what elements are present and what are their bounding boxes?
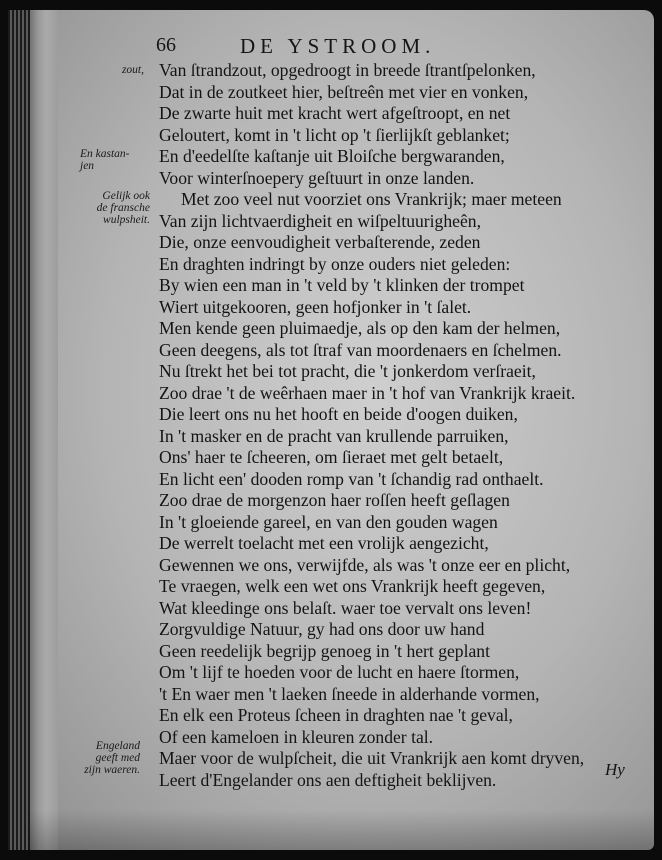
margin-note-kastanjen bbox=[80, 148, 140, 172]
margin-note-zout bbox=[92, 64, 144, 76]
margin-note-wulpsheit bbox=[80, 190, 150, 226]
text-line: Nu ſtrekt het bei tot pracht, die 't jonkerdom verſraeit, bbox=[159, 361, 536, 381]
margin-note-line: geeft med bbox=[95, 752, 140, 764]
page-number: 66 bbox=[156, 34, 176, 56]
text-line: Om 't lijf te hoeden voor de lucht en haere ſtormen, bbox=[159, 662, 520, 682]
running-title: DE YSTROOM. bbox=[240, 34, 436, 58]
margin-note-line: zout, bbox=[121, 64, 144, 76]
text-line: Wiert uitgekooren, geen hofjonker in 't ſalet. bbox=[159, 296, 472, 317]
poem-text-block bbox=[159, 60, 659, 791]
text-line: Met zoo veel nut voorziet ons Vrankrijk; maer meteen bbox=[181, 189, 562, 209]
text-line: En licht een' dooden romp van 't ſchandig rad onthaelt. bbox=[159, 468, 544, 489]
margin-note-line: wulpsheit. bbox=[103, 214, 150, 226]
text-line: Men kende geen pluimaedje, als op den kam der helmen, bbox=[159, 318, 561, 338]
text-line: En d'eedelſte kaſtanje uit Bloiſche bergwaranden, bbox=[159, 146, 505, 166]
text-line: Van ſtrandzout, opgedroogt in breede ſtrantſpelonken, bbox=[159, 60, 536, 80]
text-line: Zoo drae 't de weêrhaen maer in 't hof van Vrankrijk kraeit. bbox=[159, 382, 576, 403]
text-line: Geen reedelijk begrijp genoeg in 't hert geplant bbox=[159, 640, 490, 661]
margin-note-line: Gelijk ook bbox=[102, 190, 150, 202]
text-line: Geloutert, komt in 't licht op 't ſierlijkſt geblanket; bbox=[159, 124, 510, 145]
page-shadow bbox=[28, 810, 654, 850]
text-line: Die leert ons nu het hooft en beide d'oogen duiken, bbox=[159, 404, 518, 424]
binding-edge bbox=[8, 10, 30, 850]
text-line: Die, onze eenvoudigheit verbaſterende, zeden bbox=[159, 232, 481, 252]
margin-note-line: jen bbox=[80, 160, 95, 172]
text-line: Of een kameloen in kleuren zonder tal. bbox=[159, 726, 434, 747]
text-line: Wat kleedinge ons belaſt. waer toe vervalt ons leven! bbox=[159, 597, 532, 618]
text-line: Maer voor de wulpſcheit, die uit Vrankrijk aen komt dryven, bbox=[159, 748, 585, 768]
text-line: En elk een Proteus ſcheen in draghten nae 't geval, bbox=[159, 705, 513, 725]
margin-note-engeland bbox=[74, 740, 140, 776]
text-line: Te vraegen, welk een wet ons Vrankrijk heeft gegeven, bbox=[159, 576, 546, 596]
text-line: In 't gloeiende gareel, en van den gouden wagen bbox=[159, 511, 498, 532]
text-line: Voor winterſnoepery geſtuurt in onze landen. bbox=[159, 167, 475, 188]
margin-note-line: Engeland bbox=[95, 740, 140, 752]
margin-note-line: zijn waeren. bbox=[84, 764, 140, 776]
text-line: Ons' haer te ſcheeren, om ſieraet met gelt betaelt, bbox=[159, 447, 504, 467]
margin-note-line: de fransche bbox=[96, 202, 150, 214]
text-line: 't En waer men 't laeken ſneede in alderhande vormen, bbox=[159, 683, 540, 704]
text-line: Zorgvuldige Natuur, gy had ons door uw hand bbox=[159, 619, 485, 639]
text-line: Dat in de zoutkeet hier, beſtreên met vier en vonken, bbox=[159, 81, 529, 102]
page-gutter bbox=[28, 10, 58, 850]
text-line: Van zijn lichtvaerdigheit en wiſpeltuurigheên, bbox=[159, 210, 481, 231]
text-line: By wien een man in 't veld by 't klinken der trompet bbox=[159, 275, 525, 295]
text-line: Geen deegens, als tot ſtraf van moordenaers en ſchelmen. bbox=[159, 339, 562, 360]
text-line: De zwarte huit met kracht wert afgeſtroopt, en net bbox=[159, 103, 511, 123]
text-line: Gewennen we ons, verwijfde, als was 't onze eer en plicht, bbox=[159, 554, 571, 575]
text-line: Leert d'Engelander ons aen deftigheit beklijven. bbox=[159, 769, 497, 790]
text-line: De werrelt toelacht met een vrolijk aengezicht, bbox=[159, 533, 489, 553]
text-line: In 't masker en de pracht van krullende parruiken, bbox=[159, 425, 509, 446]
margin-note-line: En kastan- bbox=[80, 148, 130, 160]
text-line: Zoo drae de morgenzon haer roſſen heeft geſlagen bbox=[159, 490, 510, 510]
text-line: En draghten indringt by onze ouders niet geleden: bbox=[159, 253, 511, 274]
page-header bbox=[0, 32, 662, 58]
catchword: Hy bbox=[605, 760, 625, 779]
